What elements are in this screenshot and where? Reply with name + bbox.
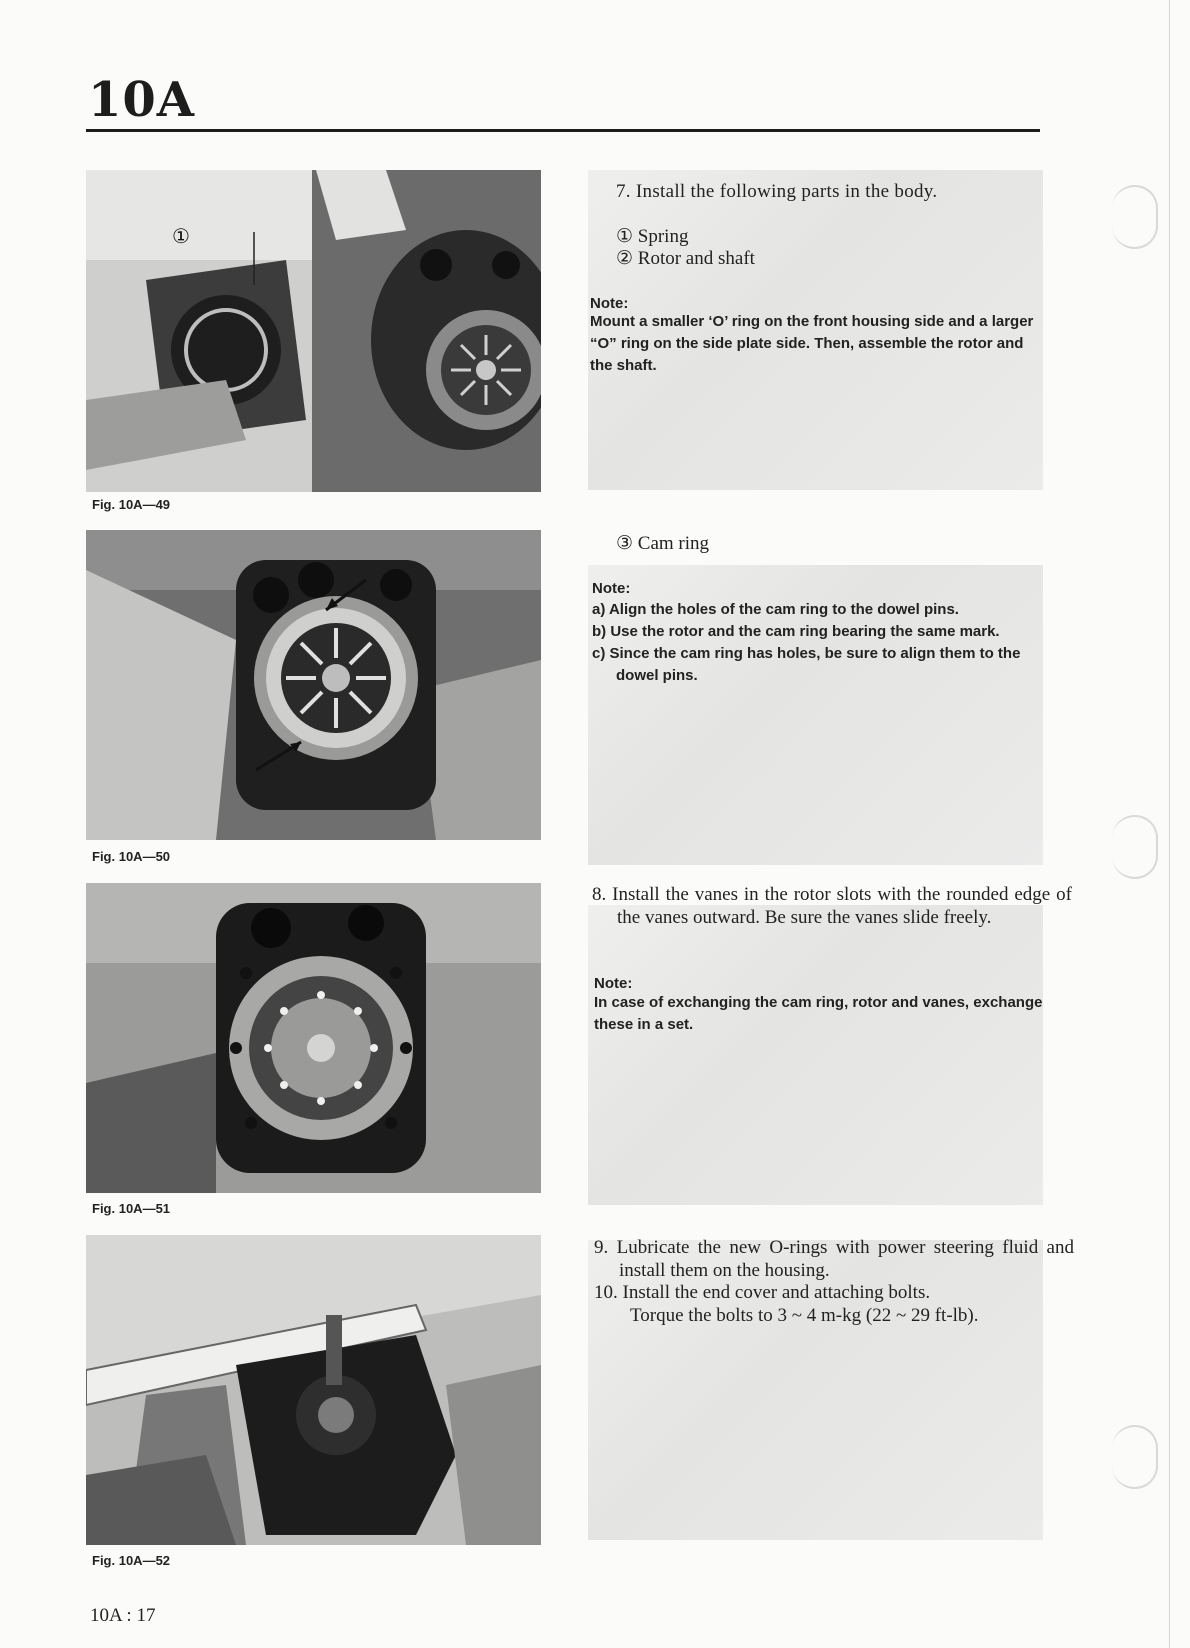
fig-label: Fig. 10A—51 — [92, 1201, 171, 1216]
step-10-text: 10. Install the end cover and attaching bolts. — [594, 1282, 931, 1303]
fig-label: Fig. 10A—49 — [92, 497, 171, 512]
fig-label: Fig. 10A—52 — [92, 1553, 171, 1568]
step-8-note-text: In case of exchanging the cam ring, rotor and vanes, exchange these in a set. — [594, 994, 1043, 1033]
note-item-b: b) Use the rotor and the cam ring bearing the same mark. — [592, 623, 1000, 640]
punch-hole — [1112, 1425, 1158, 1489]
fig-10a-49-photo — [86, 170, 541, 492]
fig-label: Fig. 10A—50 — [92, 849, 171, 864]
page-edge — [1169, 0, 1170, 1648]
fig-10a-51-photo — [86, 883, 541, 1193]
step-7-text: 7. Install the following parts in the body. — [616, 181, 938, 202]
bleedthrough-block — [588, 905, 1043, 1205]
note-item-c: c) Since the cam ring has holes, be sure to align them to the dowel pins. — [592, 645, 1021, 684]
header-rule — [86, 129, 1040, 132]
fig-10a-52-photo — [86, 1235, 541, 1545]
step-7b-notes — [592, 599, 1047, 687]
note-item-a: a) Align the holes of the cam ring to the dowel pins. — [592, 601, 959, 618]
step-7-note-heading: Note: — [590, 295, 629, 312]
fig-10a-50-photo — [86, 530, 541, 840]
callout-number: ① — [172, 226, 190, 248]
section-title: 10A — [88, 72, 196, 128]
step-8-text: 8. Install the vanes in the rotor slots with the rounded edge of the vanes outward. Be sure the vanes slide freely. — [592, 884, 1072, 928]
page-number: 10A : 17 — [90, 1605, 156, 1626]
step-7-note-text: Mount a smaller ‘O’ ring on the front housing side and a larger “O” ring on the side plate side. Then, assemble the rotor and the shaft. — [590, 313, 1034, 374]
step-7-item-rotor: ② Rotor and shaft — [616, 248, 755, 269]
step-7-item-spring: ① Spring — [616, 226, 689, 247]
step-7b-note-heading: Note: — [592, 580, 631, 597]
step-9-text: 9. Lubricate the new O-rings with power steering fluid and install them on the housing. — [594, 1237, 1074, 1281]
step-10-torque: Torque the bolts to 3 ~ 4 m-kg (22 ~ 29 ft-lb). — [630, 1305, 979, 1326]
punch-hole — [1112, 185, 1158, 249]
punch-hole — [1112, 815, 1158, 879]
step-7-item-cam-ring: ③ Cam ring — [616, 533, 710, 554]
step-8-note-heading: Note: — [594, 975, 633, 992]
